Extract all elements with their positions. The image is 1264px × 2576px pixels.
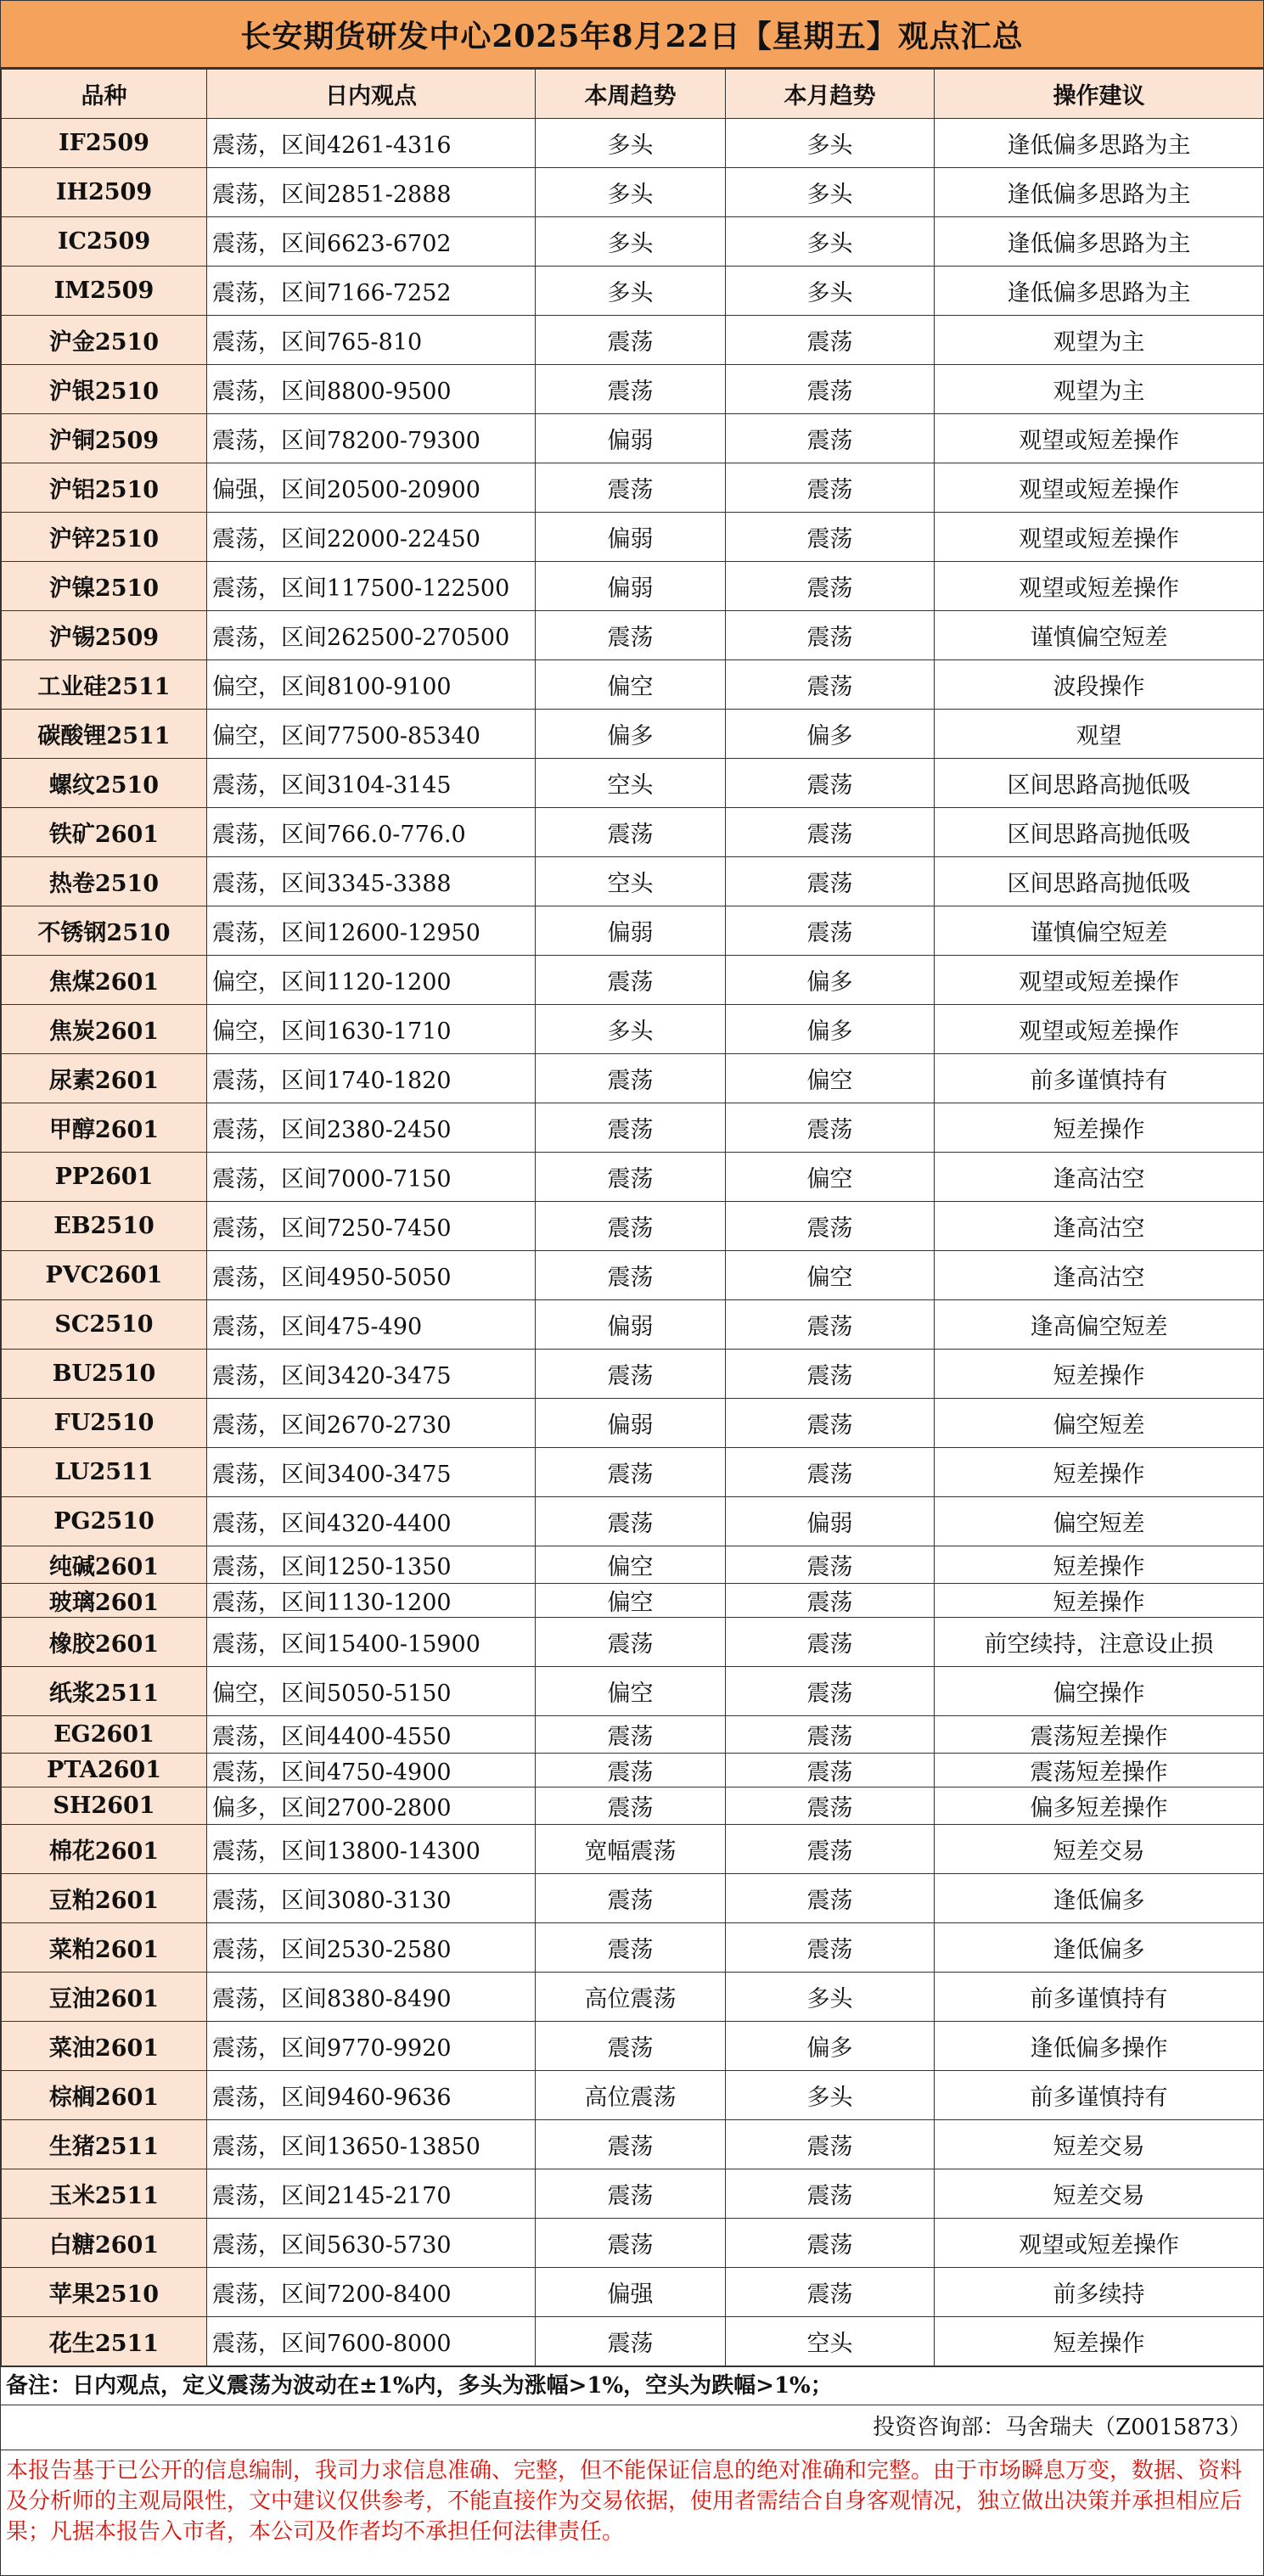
cell-weekly-trend: 偏空 bbox=[536, 1546, 726, 1584]
cell-weekly-trend: 震荡 bbox=[536, 2169, 726, 2219]
table-row bbox=[2, 857, 1264, 906]
cell-variety: 沪镍2510 bbox=[2, 562, 207, 611]
cell-weekly-trend: 偏空 bbox=[536, 660, 726, 710]
table-row bbox=[2, 1103, 1264, 1153]
table-row bbox=[2, 513, 1264, 562]
cell-variety: 白糖2601 bbox=[2, 2219, 207, 2268]
cell-monthly-trend: 震荡 bbox=[726, 365, 935, 414]
cell-weekly-trend: 震荡 bbox=[536, 1618, 726, 1667]
cell-intraday-view: 震荡，区间4950-5050 bbox=[207, 1251, 536, 1300]
header-suggestion: 操作建议 bbox=[935, 70, 1264, 119]
cell-variety: 棕榈2601 bbox=[2, 2071, 207, 2120]
cell-monthly-trend: 震荡 bbox=[726, 2219, 935, 2268]
table-row bbox=[2, 1667, 1264, 1716]
cell-intraday-view: 震荡，区间12600-12950 bbox=[207, 906, 536, 956]
cell-intraday-view: 震荡，区间4750-4900 bbox=[207, 1754, 536, 1787]
cell-suggestion: 观望或短差操作 bbox=[935, 2219, 1264, 2268]
table-row bbox=[2, 1787, 1264, 1825]
table-row bbox=[2, 1923, 1264, 1973]
table-row bbox=[2, 1251, 1264, 1300]
cell-weekly-trend: 偏弱 bbox=[536, 414, 726, 463]
cell-suggestion: 观望或短差操作 bbox=[935, 513, 1264, 562]
cell-weekly-trend: 偏多 bbox=[536, 710, 726, 759]
cell-variety: SH2601 bbox=[2, 1787, 207, 1825]
cell-monthly-trend: 多头 bbox=[726, 267, 935, 316]
cell-suggestion: 观望或短差操作 bbox=[935, 956, 1264, 1005]
cell-variety: 碳酸锂2511 bbox=[2, 710, 207, 759]
cell-variety: LU2511 bbox=[2, 1448, 207, 1497]
cell-intraday-view: 震荡，区间4320-4400 bbox=[207, 1497, 536, 1546]
cell-suggestion: 前多谨慎持有 bbox=[935, 2071, 1264, 2120]
cell-weekly-trend: 多头 bbox=[536, 1005, 726, 1054]
contact-line: 投资咨询部：马舍瑞夫（Z0015873） bbox=[1, 2405, 1263, 2450]
cell-variety: 不锈钢2510 bbox=[2, 906, 207, 956]
cell-weekly-trend: 多头 bbox=[536, 217, 726, 267]
cell-variety: 沪铜2509 bbox=[2, 414, 207, 463]
cell-suggestion: 区间思路高抛低吸 bbox=[935, 857, 1264, 906]
cell-monthly-trend: 震荡 bbox=[726, 1448, 935, 1497]
header-variety: 品种 bbox=[2, 70, 207, 119]
table-row bbox=[2, 710, 1264, 759]
cell-suggestion: 逢低偏多思路为主 bbox=[935, 168, 1264, 217]
cell-weekly-trend: 多头 bbox=[536, 119, 726, 168]
cell-monthly-trend: 震荡 bbox=[726, 1103, 935, 1153]
cell-variety: 橡胶2601 bbox=[2, 1618, 207, 1667]
cell-suggestion: 逢高沽空 bbox=[935, 1153, 1264, 1202]
cell-suggestion: 观望或短差操作 bbox=[935, 463, 1264, 513]
cell-weekly-trend: 震荡 bbox=[536, 1716, 726, 1754]
cell-intraday-view: 震荡，区间262500-270500 bbox=[207, 611, 536, 660]
cell-suggestion: 偏空短差 bbox=[935, 1497, 1264, 1546]
cell-intraday-view: 震荡，区间3345-3388 bbox=[207, 857, 536, 906]
cell-variety: 玉米2511 bbox=[2, 2169, 207, 2219]
cell-weekly-trend: 震荡 bbox=[536, 1923, 726, 1973]
table-row bbox=[2, 1399, 1264, 1448]
cell-variety: 甲醇2601 bbox=[2, 1103, 207, 1153]
table-row bbox=[2, 168, 1264, 217]
cell-weekly-trend: 震荡 bbox=[536, 1054, 726, 1103]
cell-weekly-trend: 震荡 bbox=[536, 1103, 726, 1153]
cell-intraday-view: 震荡，区间3420-3475 bbox=[207, 1350, 536, 1399]
table-row bbox=[2, 2219, 1264, 2268]
cell-variety: 沪锌2510 bbox=[2, 513, 207, 562]
cell-monthly-trend: 多头 bbox=[726, 1973, 935, 2022]
cell-intraday-view: 震荡，区间475-490 bbox=[207, 1300, 536, 1350]
cell-intraday-view: 震荡，区间2851-2888 bbox=[207, 168, 536, 217]
cell-variety: 苹果2510 bbox=[2, 2268, 207, 2317]
table-body bbox=[2, 119, 1264, 2366]
table-row bbox=[2, 1716, 1264, 1754]
cell-intraday-view: 震荡，区间6623-6702 bbox=[207, 217, 536, 267]
cell-variety: 菜油2601 bbox=[2, 2022, 207, 2071]
cell-intraday-view: 震荡，区间765-810 bbox=[207, 316, 536, 365]
cell-intraday-view: 震荡，区间4400-4550 bbox=[207, 1716, 536, 1754]
table-row bbox=[2, 1497, 1264, 1546]
table-row bbox=[2, 1005, 1264, 1054]
cell-variety: 螺纹2510 bbox=[2, 759, 207, 808]
cell-intraday-view: 震荡，区间1740-1820 bbox=[207, 1054, 536, 1103]
cell-suggestion: 前多谨慎持有 bbox=[935, 1054, 1264, 1103]
cell-intraday-view: 震荡，区间2145-2170 bbox=[207, 2169, 536, 2219]
table-row bbox=[2, 1825, 1264, 1874]
cell-weekly-trend: 宽幅震荡 bbox=[536, 1825, 726, 1874]
cell-intraday-view: 偏多，区间2700-2800 bbox=[207, 1787, 536, 1825]
header-monthly-trend: 本月趋势 bbox=[726, 70, 935, 119]
cell-monthly-trend: 震荡 bbox=[726, 1787, 935, 1825]
table-row bbox=[2, 414, 1264, 463]
table-row bbox=[2, 1618, 1264, 1667]
cell-monthly-trend: 偏空 bbox=[726, 1153, 935, 1202]
cell-monthly-trend: 震荡 bbox=[726, 562, 935, 611]
cell-variety: IH2509 bbox=[2, 168, 207, 217]
cell-monthly-trend: 震荡 bbox=[726, 2169, 935, 2219]
cell-monthly-trend: 震荡 bbox=[726, 1923, 935, 1973]
cell-variety: 焦炭2601 bbox=[2, 1005, 207, 1054]
cell-variety: 铁矿2601 bbox=[2, 808, 207, 857]
cell-intraday-view: 震荡，区间9460-9636 bbox=[207, 2071, 536, 2120]
cell-weekly-trend: 震荡 bbox=[536, 1202, 726, 1251]
cell-monthly-trend: 偏空 bbox=[726, 1251, 935, 1300]
cell-weekly-trend: 偏强 bbox=[536, 2268, 726, 2317]
cell-suggestion: 偏空短差 bbox=[935, 1399, 1264, 1448]
cell-suggestion: 短差操作 bbox=[935, 1584, 1264, 1618]
cell-monthly-trend: 震荡 bbox=[726, 857, 935, 906]
cell-intraday-view: 震荡，区间7200-8400 bbox=[207, 2268, 536, 2317]
cell-intraday-view: 偏空，区间77500-85340 bbox=[207, 710, 536, 759]
cell-weekly-trend: 偏弱 bbox=[536, 1300, 726, 1350]
cell-intraday-view: 震荡，区间766.0-776.0 bbox=[207, 808, 536, 857]
cell-intraday-view: 偏空，区间1120-1200 bbox=[207, 956, 536, 1005]
table-row bbox=[2, 2317, 1264, 2366]
cell-intraday-view: 偏空，区间8100-9100 bbox=[207, 660, 536, 710]
cell-variety: 纯碱2601 bbox=[2, 1546, 207, 1584]
cell-variety: PTA2601 bbox=[2, 1754, 207, 1787]
cell-variety: 花生2511 bbox=[2, 2317, 207, 2366]
cell-monthly-trend: 震荡 bbox=[726, 1825, 935, 1874]
table-row bbox=[2, 1584, 1264, 1618]
cell-variety: EB2510 bbox=[2, 1202, 207, 1251]
cell-variety: PG2510 bbox=[2, 1497, 207, 1546]
table-row bbox=[2, 956, 1264, 1005]
cell-variety: PVC2601 bbox=[2, 1251, 207, 1300]
cell-suggestion: 逢低偏多 bbox=[935, 1923, 1264, 1973]
cell-suggestion: 逢高偏空短差 bbox=[935, 1300, 1264, 1350]
cell-weekly-trend: 震荡 bbox=[536, 1497, 726, 1546]
cell-monthly-trend: 震荡 bbox=[726, 1618, 935, 1667]
cell-intraday-view: 震荡，区间8800-9500 bbox=[207, 365, 536, 414]
cell-weekly-trend: 偏弱 bbox=[536, 562, 726, 611]
cell-monthly-trend: 多头 bbox=[726, 119, 935, 168]
cell-monthly-trend: 多头 bbox=[726, 217, 935, 267]
views-table bbox=[1, 69, 1264, 2366]
cell-variety: 沪金2510 bbox=[2, 316, 207, 365]
cell-weekly-trend: 空头 bbox=[536, 759, 726, 808]
cell-suggestion: 谨慎偏空短差 bbox=[935, 906, 1264, 956]
table-row bbox=[2, 1153, 1264, 1202]
cell-intraday-view: 震荡，区间3080-3130 bbox=[207, 1874, 536, 1923]
cell-weekly-trend: 多头 bbox=[536, 267, 726, 316]
cell-weekly-trend: 偏弱 bbox=[536, 513, 726, 562]
cell-suggestion: 逢低偏多 bbox=[935, 1874, 1264, 1923]
cell-intraday-view: 震荡，区间117500-122500 bbox=[207, 562, 536, 611]
table-row bbox=[2, 365, 1264, 414]
cell-weekly-trend: 偏空 bbox=[536, 1584, 726, 1618]
cell-suggestion: 区间思路高抛低吸 bbox=[935, 808, 1264, 857]
cell-weekly-trend: 震荡 bbox=[536, 1754, 726, 1787]
cell-suggestion: 谨慎偏空短差 bbox=[935, 611, 1264, 660]
cell-weekly-trend: 震荡 bbox=[536, 2022, 726, 2071]
cell-intraday-view: 震荡，区间8380-8490 bbox=[207, 1973, 536, 2022]
cell-intraday-view: 震荡，区间7250-7450 bbox=[207, 1202, 536, 1251]
report-title: 长安期货研发中心2025年8月22日【星期五】观点汇总 bbox=[1, 1, 1263, 69]
cell-weekly-trend: 多头 bbox=[536, 168, 726, 217]
cell-monthly-trend: 偏弱 bbox=[726, 1497, 935, 1546]
cell-intraday-view: 震荡，区间1250-1350 bbox=[207, 1546, 536, 1584]
table-row bbox=[2, 1448, 1264, 1497]
cell-intraday-view: 震荡，区间7000-7150 bbox=[207, 1153, 536, 1202]
cell-intraday-view: 震荡，区间2380-2450 bbox=[207, 1103, 536, 1153]
cell-intraday-view: 偏强，区间20500-20900 bbox=[207, 463, 536, 513]
cell-suggestion: 区间思路高抛低吸 bbox=[935, 759, 1264, 808]
table-row bbox=[2, 759, 1264, 808]
cell-variety: 豆油2601 bbox=[2, 1973, 207, 2022]
table-row bbox=[2, 1546, 1264, 1584]
cell-weekly-trend: 震荡 bbox=[536, 2219, 726, 2268]
cell-monthly-trend: 震荡 bbox=[726, 759, 935, 808]
cell-monthly-trend: 多头 bbox=[726, 168, 935, 217]
cell-variety: 菜粕2601 bbox=[2, 1923, 207, 1973]
cell-suggestion: 逢低偏多思路为主 bbox=[935, 217, 1264, 267]
cell-suggestion: 偏多短差操作 bbox=[935, 1787, 1264, 1825]
table-row bbox=[2, 2268, 1264, 2317]
cell-monthly-trend: 震荡 bbox=[726, 1300, 935, 1350]
cell-intraday-view: 偏空，区间1630-1710 bbox=[207, 1005, 536, 1054]
cell-weekly-trend: 震荡 bbox=[536, 611, 726, 660]
cell-monthly-trend: 偏空 bbox=[726, 1054, 935, 1103]
cell-monthly-trend: 震荡 bbox=[726, 1202, 935, 1251]
cell-variety: 生猪2511 bbox=[2, 2120, 207, 2169]
cell-suggestion: 波段操作 bbox=[935, 660, 1264, 710]
cell-monthly-trend: 偏多 bbox=[726, 1005, 935, 1054]
cell-variety: 沪锡2509 bbox=[2, 611, 207, 660]
table-row bbox=[2, 1874, 1264, 1923]
cell-variety: IF2509 bbox=[2, 119, 207, 168]
cell-suggestion: 短差操作 bbox=[935, 2317, 1264, 2366]
cell-variety: SC2510 bbox=[2, 1300, 207, 1350]
cell-monthly-trend: 震荡 bbox=[726, 611, 935, 660]
cell-suggestion: 短差交易 bbox=[935, 1825, 1264, 1874]
cell-suggestion: 前多续持 bbox=[935, 2268, 1264, 2317]
cell-variety: 沪铝2510 bbox=[2, 463, 207, 513]
cell-variety: 玻璃2601 bbox=[2, 1584, 207, 1618]
cell-intraday-view: 震荡，区间4261-4316 bbox=[207, 119, 536, 168]
header-intraday-view: 日内观点 bbox=[207, 70, 536, 119]
cell-monthly-trend: 震荡 bbox=[726, 1667, 935, 1716]
cell-monthly-trend: 震荡 bbox=[726, 660, 935, 710]
cell-suggestion: 震荡短差操作 bbox=[935, 1754, 1264, 1787]
footnote: 备注：日内观点，定义震荡为波动在±1%内，多头为涨幅>1%，空头为跌幅>1%； bbox=[1, 2366, 1263, 2405]
cell-monthly-trend: 震荡 bbox=[726, 463, 935, 513]
cell-monthly-trend: 震荡 bbox=[726, 1874, 935, 1923]
table-row bbox=[2, 906, 1264, 956]
table-row bbox=[2, 808, 1264, 857]
cell-suggestion: 短差操作 bbox=[935, 1103, 1264, 1153]
cell-intraday-view: 震荡，区间3400-3475 bbox=[207, 1448, 536, 1497]
cell-weekly-trend: 震荡 bbox=[536, 1153, 726, 1202]
table-row bbox=[2, 1202, 1264, 1251]
cell-intraday-view: 震荡，区间13650-13850 bbox=[207, 2120, 536, 2169]
cell-variety: 棉花2601 bbox=[2, 1825, 207, 1874]
cell-suggestion: 逢低偏多思路为主 bbox=[935, 119, 1264, 168]
cell-intraday-view: 震荡，区间3104-3145 bbox=[207, 759, 536, 808]
table-header-row bbox=[2, 70, 1264, 119]
table-row bbox=[2, 1350, 1264, 1399]
cell-suggestion: 短差交易 bbox=[935, 2120, 1264, 2169]
cell-intraday-view: 震荡，区间2670-2730 bbox=[207, 1399, 536, 1448]
cell-weekly-trend: 偏弱 bbox=[536, 1399, 726, 1448]
cell-monthly-trend: 偏多 bbox=[726, 956, 935, 1005]
cell-intraday-view: 震荡，区间1130-1200 bbox=[207, 1584, 536, 1618]
table-row bbox=[2, 267, 1264, 316]
cell-monthly-trend: 震荡 bbox=[726, 808, 935, 857]
table-row bbox=[2, 2120, 1264, 2169]
cell-intraday-view: 震荡，区间22000-22450 bbox=[207, 513, 536, 562]
cell-suggestion: 观望或短差操作 bbox=[935, 1005, 1264, 1054]
table-row bbox=[2, 2022, 1264, 2071]
cell-monthly-trend: 空头 bbox=[726, 2317, 935, 2366]
cell-variety: 工业硅2511 bbox=[2, 660, 207, 710]
cell-suggestion: 逢高沽空 bbox=[935, 1251, 1264, 1300]
cell-monthly-trend: 震荡 bbox=[726, 513, 935, 562]
cell-variety: 焦煤2601 bbox=[2, 956, 207, 1005]
cell-suggestion: 逢高沽空 bbox=[935, 1202, 1264, 1251]
cell-variety: BU2510 bbox=[2, 1350, 207, 1399]
header-weekly-trend: 本周趋势 bbox=[536, 70, 726, 119]
cell-weekly-trend: 震荡 bbox=[536, 1448, 726, 1497]
cell-monthly-trend: 震荡 bbox=[726, 1584, 935, 1618]
cell-intraday-view: 震荡，区间2530-2580 bbox=[207, 1923, 536, 1973]
cell-suggestion: 震荡短差操作 bbox=[935, 1716, 1264, 1754]
cell-weekly-trend: 空头 bbox=[536, 857, 726, 906]
cell-weekly-trend: 震荡 bbox=[536, 365, 726, 414]
cell-monthly-trend: 震荡 bbox=[726, 2120, 935, 2169]
cell-suggestion: 观望 bbox=[935, 710, 1264, 759]
cell-monthly-trend: 震荡 bbox=[726, 2268, 935, 2317]
cell-suggestion: 观望为主 bbox=[935, 316, 1264, 365]
cell-intraday-view: 震荡，区间9770-9920 bbox=[207, 2022, 536, 2071]
cell-variety: 豆粕2601 bbox=[2, 1874, 207, 1923]
cell-weekly-trend: 偏弱 bbox=[536, 906, 726, 956]
cell-monthly-trend: 多头 bbox=[726, 2071, 935, 2120]
cell-intraday-view: 震荡，区间7166-7252 bbox=[207, 267, 536, 316]
table-row bbox=[2, 1754, 1264, 1787]
cell-suggestion: 短差操作 bbox=[935, 1546, 1264, 1584]
cell-monthly-trend: 震荡 bbox=[726, 1754, 935, 1787]
table-row bbox=[2, 660, 1264, 710]
table-row bbox=[2, 1054, 1264, 1103]
cell-variety: PP2601 bbox=[2, 1153, 207, 1202]
cell-monthly-trend: 震荡 bbox=[726, 1350, 935, 1399]
table-row bbox=[2, 2169, 1264, 2219]
cell-suggestion: 观望或短差操作 bbox=[935, 414, 1264, 463]
cell-intraday-view: 震荡，区间5630-5730 bbox=[207, 2219, 536, 2268]
cell-intraday-view: 震荡，区间7600-8000 bbox=[207, 2317, 536, 2366]
cell-variety: 尿素2601 bbox=[2, 1054, 207, 1103]
cell-variety: IM2509 bbox=[2, 267, 207, 316]
cell-weekly-trend: 震荡 bbox=[536, 1874, 726, 1923]
cell-suggestion: 短差操作 bbox=[935, 1350, 1264, 1399]
cell-weekly-trend: 震荡 bbox=[536, 2317, 726, 2366]
cell-weekly-trend: 震荡 bbox=[536, 808, 726, 857]
cell-weekly-trend: 震荡 bbox=[536, 1251, 726, 1300]
table-row bbox=[2, 217, 1264, 267]
cell-weekly-trend: 高位震荡 bbox=[536, 1973, 726, 2022]
cell-weekly-trend: 震荡 bbox=[536, 1787, 726, 1825]
cell-monthly-trend: 震荡 bbox=[726, 316, 935, 365]
cell-intraday-view: 震荡，区间78200-79300 bbox=[207, 414, 536, 463]
cell-weekly-trend: 高位震荡 bbox=[536, 2071, 726, 2120]
cell-weekly-trend: 偏空 bbox=[536, 1667, 726, 1716]
cell-monthly-trend: 偏多 bbox=[726, 2022, 935, 2071]
table-row bbox=[2, 1300, 1264, 1350]
cell-weekly-trend: 震荡 bbox=[536, 956, 726, 1005]
cell-variety: FU2510 bbox=[2, 1399, 207, 1448]
cell-monthly-trend: 震荡 bbox=[726, 906, 935, 956]
cell-monthly-trend: 震荡 bbox=[726, 1399, 935, 1448]
table-row bbox=[2, 1973, 1264, 2022]
cell-monthly-trend: 震荡 bbox=[726, 414, 935, 463]
table-row bbox=[2, 463, 1264, 513]
table-row bbox=[2, 611, 1264, 660]
cell-suggestion: 短差交易 bbox=[935, 2169, 1264, 2219]
cell-suggestion: 逢低偏多操作 bbox=[935, 2022, 1264, 2071]
cell-suggestion: 偏空操作 bbox=[935, 1667, 1264, 1716]
cell-variety: 热卷2510 bbox=[2, 857, 207, 906]
cell-suggestion: 前多谨慎持有 bbox=[935, 1973, 1264, 2022]
cell-weekly-trend: 震荡 bbox=[536, 316, 726, 365]
table-row bbox=[2, 562, 1264, 611]
cell-monthly-trend: 震荡 bbox=[726, 1716, 935, 1754]
cell-variety: EG2601 bbox=[2, 1716, 207, 1754]
cell-weekly-trend: 震荡 bbox=[536, 463, 726, 513]
table-row bbox=[2, 316, 1264, 365]
table-row bbox=[2, 2071, 1264, 2120]
cell-suggestion: 前空续持，注意设止损 bbox=[935, 1618, 1264, 1667]
table-row bbox=[2, 119, 1264, 168]
cell-variety: IC2509 bbox=[2, 217, 207, 267]
cell-suggestion: 短差操作 bbox=[935, 1448, 1264, 1497]
cell-variety: 沪银2510 bbox=[2, 365, 207, 414]
cell-intraday-view: 震荡，区间13800-14300 bbox=[207, 1825, 536, 1874]
cell-monthly-trend: 震荡 bbox=[726, 1546, 935, 1584]
cell-weekly-trend: 震荡 bbox=[536, 1350, 726, 1399]
cell-intraday-view: 震荡，区间15400-15900 bbox=[207, 1618, 536, 1667]
cell-intraday-view: 偏空，区间5050-5150 bbox=[207, 1667, 536, 1716]
cell-variety: 纸浆2511 bbox=[2, 1667, 207, 1716]
disclaimer: 本报告基于已公开的信息编制，我司力求信息准确、完整，但不能保证信息的绝对准确和完整。由于市场瞬息万变，数据、资料及分析师的主观局限性，文中建议仅供参考，不能直接作为交易依据，使用者需结合自身客观情况，独立做出决策并承担相应后果；凡据本报告入市者，本公司及作者均不承担任何法律责任。 bbox=[1, 2450, 1263, 2547]
cell-suggestion: 观望为主 bbox=[935, 365, 1264, 414]
cell-monthly-trend: 偏多 bbox=[726, 710, 935, 759]
cell-suggestion: 观望或短差操作 bbox=[935, 562, 1264, 611]
cell-suggestion: 逢低偏多思路为主 bbox=[935, 267, 1264, 316]
cell-weekly-trend: 震荡 bbox=[536, 2120, 726, 2169]
